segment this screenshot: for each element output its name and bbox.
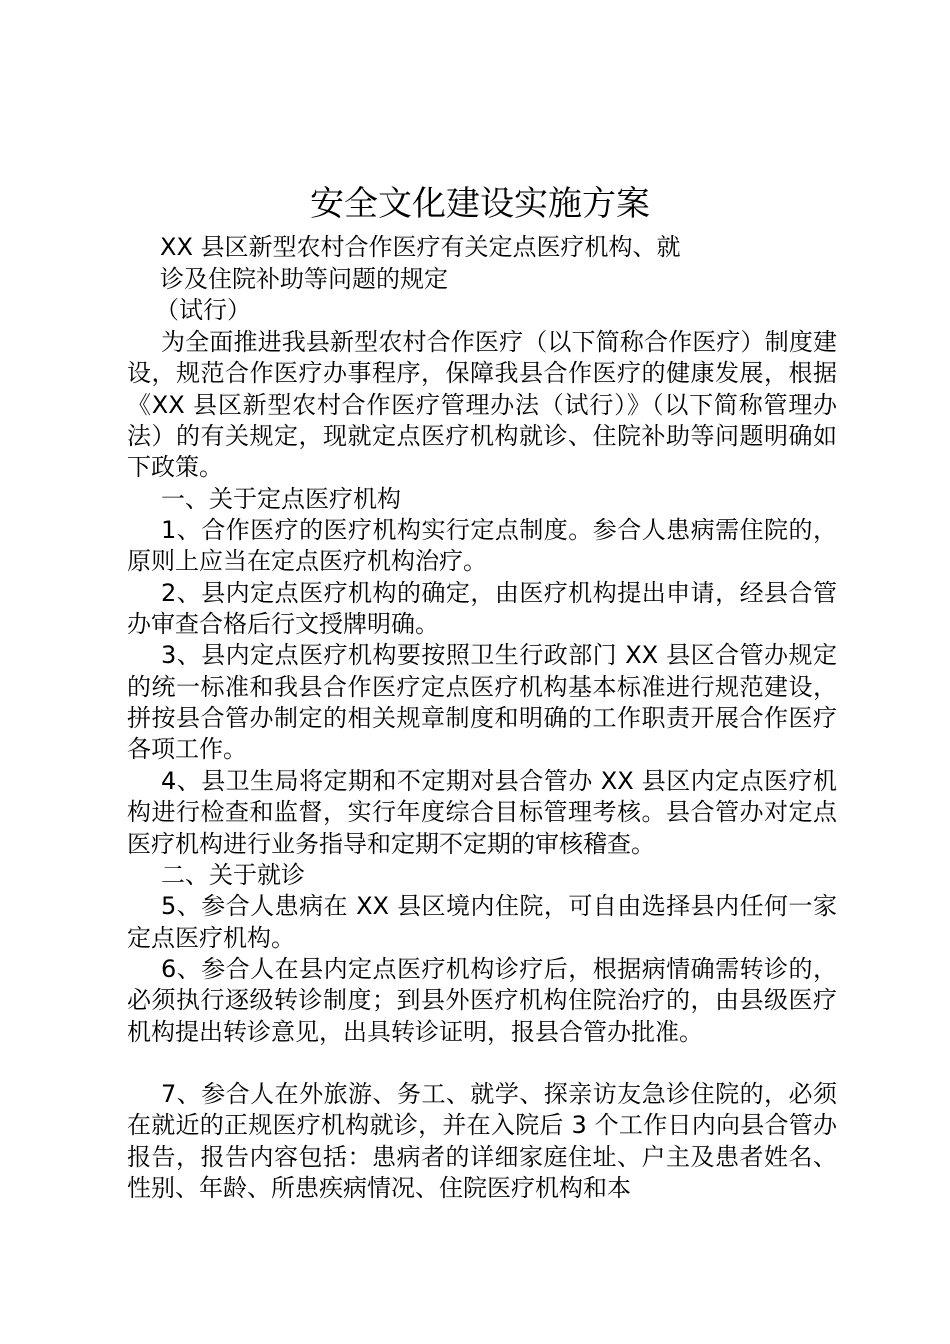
clause-3: 3、县内定点医疗机构要按照卫生行政部门 XX 县区合管办规定的统一标准和我县合作医疗定点医疗机构基本标准进行规范建设，拼按县合管办制定的相关规章制度和明确的工作职责开展合作医疗各项工作。 <box>127 641 837 764</box>
clause-7: 7、参合人在外旅游、务工、就学、探亲访友急诊住院的，必须在就近的正规医疗机构就诊，并在入院后 3 个工作日内向县合管办报告，报告内容包括：患病者的详细家庭住址、户主及患者姓名、性别、年龄、所患疾病情况、住院医疗机构和本 <box>127 1079 837 1202</box>
subtitle-line-1: XX 县区新型农村合作医疗有关定点医疗机构、就 <box>160 233 681 261</box>
clause-6: 6、参合人在县内定点医疗机构诊疗后，根据病情确需转诊的，必须执行逐级转诊制度；到县外医疗机构住院治疗的，由县级医疗机构提出转诊意见，出具转诊证明，报县合管办批准。 <box>127 954 837 1046</box>
section-heading-designated-institutions: 一、关于定点医疗机构 <box>161 484 401 513</box>
subtitle-line-2: 诊及住院补助等问题的规定 <box>160 265 448 293</box>
intro-paragraph: 为全面推进我县新型农村合作医疗（以下简称合作医疗）制度建设，规范合作医疗办事程序，保障我县合作医疗的健康发展，根据《XX 县区新型农村合作医疗管理办法（试行）》（以下简称管理办法）的有关规定，现就定点医疗机构就诊、住院补助等问题明确如下政策。 <box>127 328 837 482</box>
document-body <box>127 327 837 1204</box>
clause-5: 5、参合人患病在 XX 县区境内住院，可自由选择县内任何一家定点医疗机构。 <box>127 892 837 952</box>
clause-1: 1、合作医疗的医疗机构实行定点制度。参合人患病需住院的，原则上应当在定点医疗机构治疗。 <box>127 516 837 576</box>
clause-4: 4、县卫生局将定期和不定期对县合管办 XX 县区内定点医疗机构进行检查和监督，实行年度综合目标管理考核。县合管办对定点医疗机构进行业务指导和定期不定期的审核稽查。 <box>127 766 837 858</box>
section-heading-treatment: 二、关于就诊 <box>161 860 305 889</box>
paragraph-spacer <box>127 1048 837 1079</box>
document-title: 安全文化建设实施方案 <box>310 184 650 224</box>
trial-label: （试行） <box>155 296 251 324</box>
clause-2: 2、县内定点医疗机构的确定，由医疗机构提出申请，经县合管办审查合格后行文授牌明确。 <box>127 578 837 639</box>
